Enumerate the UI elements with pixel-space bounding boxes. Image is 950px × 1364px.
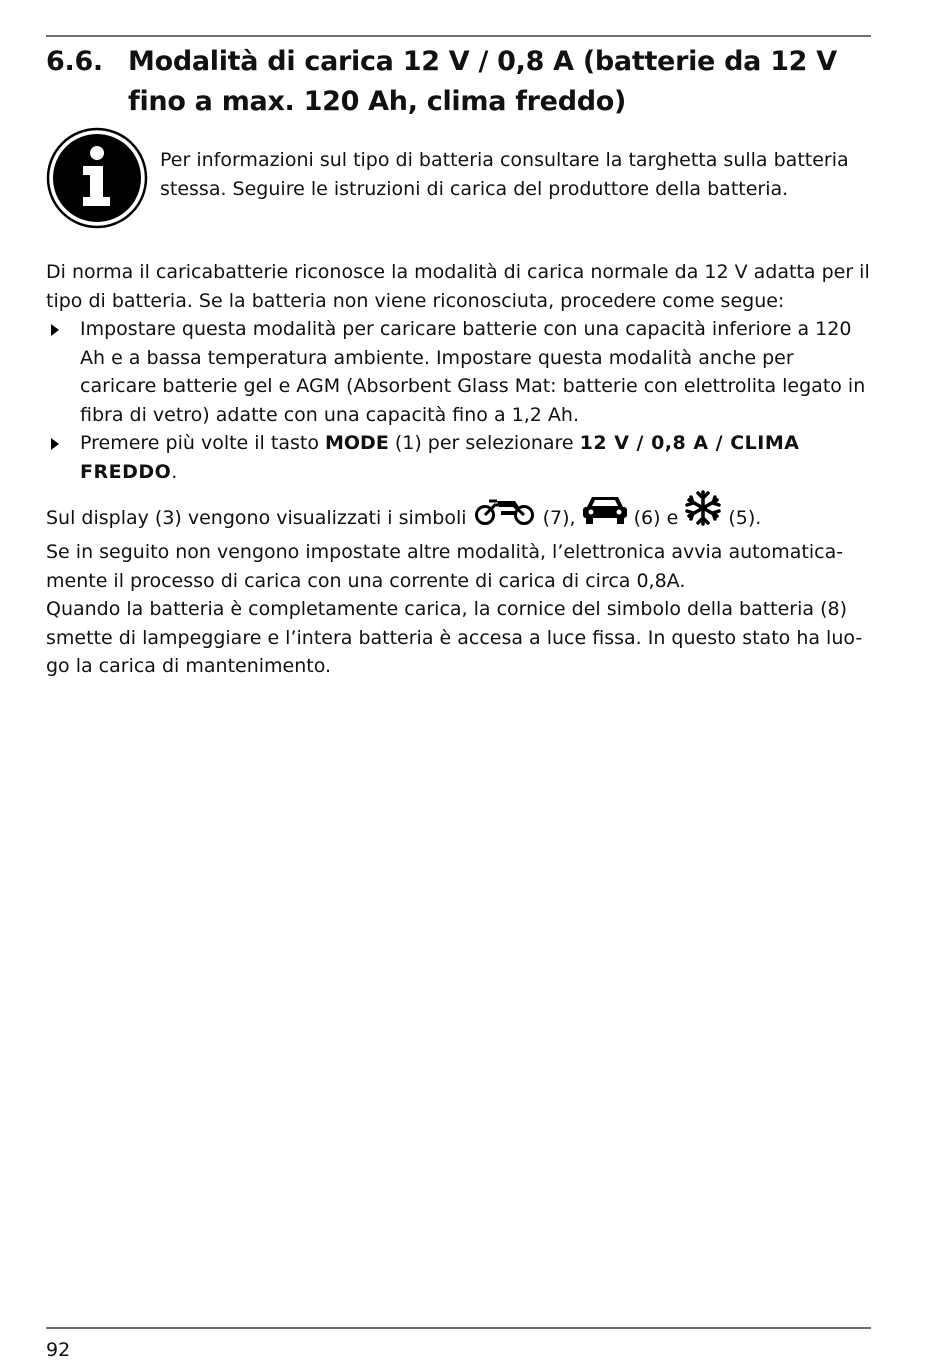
snowflake-icon — [684, 490, 722, 538]
list-item — [46, 315, 876, 429]
bullet-text: Impostare questa modalità per caricare batterie con una capacità inferiore a 120 Ah e a bassa temperatura ambiente. Impostare questa modalità anche per caricare batterie gel e AGM (Absorbent Glass Mat: batterie con elettrolita legato in fibra di vetro) adatte con una capacità fino a 1,2 Ah. — [80, 318, 866, 426]
display-symbols-line — [46, 490, 876, 538]
car-icon — [582, 494, 628, 538]
page-number: 92 — [46, 1339, 71, 1361]
bullet-text-middle: (1) per selezionare — [388, 432, 580, 454]
section-number: 6.6. — [46, 46, 103, 77]
car-ref: (6) e — [627, 507, 685, 529]
full-charge-paragraph: Quando la batteria è completamente carica, la cornice del simbolo della batteria (8) smette di lampeggiare e l’intera batteria è accesa a luce fissa. In questo stato ha luo-go la carica di mantenimento. — [46, 598, 863, 677]
triangle-bullet-icon — [50, 324, 60, 336]
charge-mode-label: 12 V / 0,8 A / CLIMA FREDDO — [80, 432, 800, 483]
info-note-text: Per informazioni sul tipo di batteria consultare la targhetta sulla batteria stessa. Seguire le istruzioni di carica del produttore della batteria. — [160, 149, 849, 200]
auto-charge-paragraph: Se in seguito non vengono impostate altre modalità, l’elettronica avvia automatica-mente il processo di carica con una corrente di carica di circa 0,8A. — [46, 541, 844, 592]
top-rule — [46, 35, 871, 37]
intro-paragraph: Di norma il caricabatterie riconosce la modalità di carica normale da 12 V adatta per il tipo di batteria. Se la batteria non viene riconosciuta, procedere come segue: — [46, 261, 870, 312]
section-title: Modalità di carica 12 V / 0,8 A (batterie da 12 V fino a max. 120 Ah, clima freddo) — [128, 46, 837, 117]
section-heading — [46, 42, 871, 122]
display-line-prefix: Sul display (3) vengono visualizzati i simboli — [46, 507, 473, 529]
mode-key-label: MODE — [324, 432, 389, 454]
bottom-rule — [46, 1327, 871, 1329]
triangle-bullet-icon — [50, 438, 60, 450]
list-item — [46, 429, 876, 486]
motorbike-ref: (7), — [536, 507, 576, 529]
bullet-text-suffix: . — [171, 460, 178, 483]
info-icon — [46, 127, 148, 229]
snowflake-ref: (5). — [722, 507, 762, 529]
bullet-text-prefix: Premere più volte il tasto — [80, 432, 325, 454]
section-body — [46, 258, 876, 681]
motorbike-icon — [473, 496, 537, 538]
